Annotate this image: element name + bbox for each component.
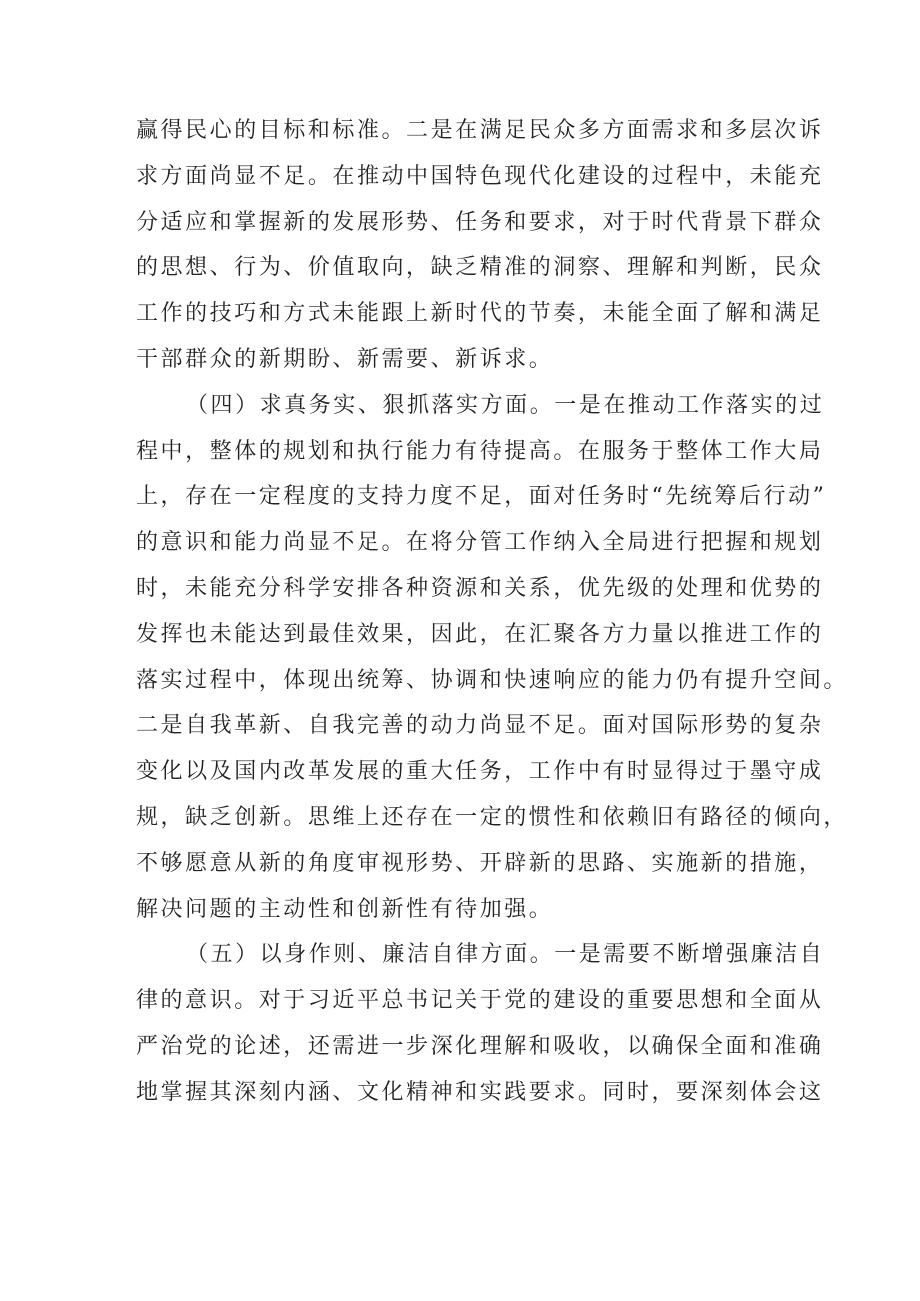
text-line: 严治党的论述，还需进一步深化理解和吸收，以确保全面和准确 [136,1033,824,1059]
document-body [136,108,848,1116]
text-line: 干部群众的新期盼、新需要、新诉求。 [136,346,554,372]
text-line: 落实过程中，体现出统筹、协调和快速响应的能力仍有提升空间。 [136,667,848,693]
text-line: 解决问题的主动性和创新性有待加强。 [136,896,554,922]
section-heading-line: （五）以身作则、廉洁自律方面。一是需要不断增强廉洁自 [186,942,825,968]
text-line: 不够愿意从新的角度审视形势、开辟新的思路、实施新的措施， [136,850,824,876]
text-line: 时，未能充分科学安排各种资源和关系，优先级的处理和优势的 [136,575,824,601]
text-line: 程中，整体的规划和执行能力有待提高。在服务于整体工作大局 [136,438,824,464]
text-line: 规，缺乏创新。思维上还存在一定的惯性和依赖旧有路径的倾向， [136,804,848,830]
text-line: 发挥也未能达到最佳效果，因此，在汇聚各方力量以推进工作的 [136,621,824,647]
text-line: 分适应和掌握新的发展形势、任务和要求，对于时代背景下群众 [136,209,824,235]
text-line: 地掌握其深刻内涵、文化精神和实践要求。同时，要深刻体会这 [136,1079,824,1105]
section-heading-line: （四）求真务实、狠抓落实方面。一是在推动工作落实的过 [186,392,825,418]
text-line: 的思想、行为、价值取向，缺乏精准的洞察、理解和判断，民众 [136,255,824,281]
text-line: 的意识和能力尚显不足。在将分管工作纳入全局进行把握和规划 [136,530,824,556]
text-line: 二是自我革新、自我完善的动力尚显不足。面对国际形势的复杂 [136,713,824,739]
text-line: 求方面尚显不足。在推动中国特色现代化建设的过程中，未能充 [136,163,824,189]
text-line: 工作的技巧和方式未能跟上新时代的节奏，未能全面了解和满足 [136,301,824,327]
text-line: 赢得民心的目标和标准。二是在满足民众多方面需求和多层次诉 [136,118,824,143]
text-line: 变化以及国内改革发展的重大任务，工作中有时显得过于墨守成 [136,759,824,785]
text-line: 上，存在一定程度的支持力度不足，面对任务时“先统筹后行动” [136,484,827,510]
text-line: 律的意识。对于习近平总书记关于党的建设的重要思想和全面从 [136,988,824,1014]
